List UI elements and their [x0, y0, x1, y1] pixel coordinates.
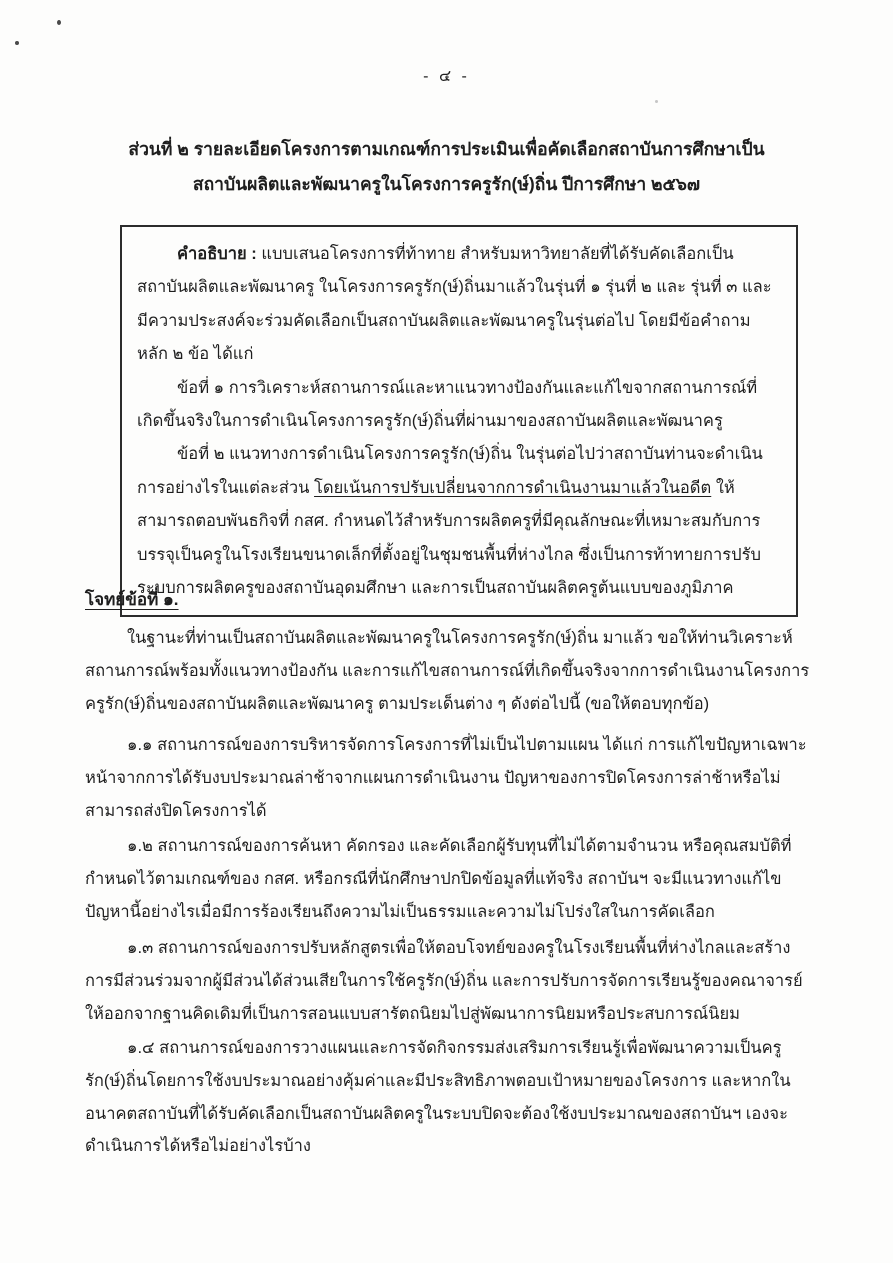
section-item-1-2: ๑.๒ สถานการณ์ของการค้นหา คัดกรอง และคัดเลือกผู้รับทุนที่ไม่ได้ตามจำนวน หรือคุณสมบัติที่กำหนดไว้ตามเกณฑ์ของ กสศ. หรือกรณีที่นักศึกษาปกปิดข้อมูลที่แท้จริง สถาบันฯ จะมีแนวทางแก้ไขปัญหานี้อย่างไรเมื่อมีการร้องเรียนถึงความไม่เป็นธรรมและความไม่โปร่งใสในการคัดเลือก [85, 837, 792, 921]
section-intro-paragraph: ในฐานะที่ท่านเป็นสถาบันผลิตและพัฒนาครูในโครงการครูรัก(ษ์)ถิ่น มาแล้ว ขอให้ท่านวิเคราะห์สถานการณ์พร้อมทั้งแนวทางป้องกัน และการแก้ไขสถานการณ์ที่เกิดขึ้นจริงจากการดำเนินงานโครงการครูรัก(ษ์)ถิ่นของสถาบันผลิตและพัฒนาครู ตามประเด็นต่าง ๆ ดังต่อไปนี้ (ขอให้ตอบทุกข้อ) [85, 629, 810, 713]
description-box-intro-paragraph [137, 238, 780, 372]
section-item-1-3: ๑.๓ สถานการณ์ของการปรับหลักสูตรเพื่อให้ตอบโจทย์ของครูในโรงเรียนพื้นที่ห่างไกลและสร้างการมีส่วนร่วมจากผู้มีส่วนได้ส่วนเสียในการใช้ครูรัก(ษ์)ถิ่น และการปรับการจัดการเรียนรู้ของคณาจารย์ให้ออกจากฐานคิดเดิมที่เป็นการสอนแบบสารัตถนิยมไปสู่พัฒนาการนิยมหรือประสบการณ์นิยม [85, 939, 803, 1023]
description-box-item-1: ข้อที่ ๑ การวิเคราะห์สถานการณ์และหาแนวทางป้องกันและแก้ไขจากสถานการณ์ที่เกิดขึ้นจริงในการดำเนินโครงการครูรัก(ษ์)ถิ่นที่ผ่านมาของสถาบันผลิตและพัฒนาครู [137, 378, 758, 431]
scan-speck [57, 20, 61, 25]
document-title-line-2: สถาบันผลิตและพัฒนาครูในโครงการครูรัก(ษ์)ถิ่น ปีการศึกษา ๒๕๖๗ [192, 174, 701, 194]
description-box-item-2 [137, 438, 780, 605]
description-box-item-2-prefix: ข้อที่ ๒ แนวทางการดำเนินโครงการครูรัก(ษ์)ถิ่น ในรุ่นต่อไปว่าสถาบันท่านจะดำเนินการอย่างไรในแต่ละส่วน [137, 445, 763, 497]
description-box-item-2-underlined-phrase: โดยเน้นการปรับเปลี่ยนจากการดำเนินงานมาแล้วในอดีต [314, 478, 712, 497]
description-box-label: คำอธิบาย : [177, 245, 257, 263]
section-item-1-1: ๑.๑ สถานการณ์ของการบริหารจัดการโครงการที่ไม่เป็นไปตามแผน ได้แก่ การแก้ไขปัญหาเฉพาะหน้าจากการได้รับงบประมาณล่าช้าจากแผนการดำเนินงาน ปัญหาของการปิดโครงการล่าช้าหรือไม่สามารถส่งปิดโครงการได้ [85, 736, 807, 820]
document-title-line-1: ส่วนที่ ๒ รายละเอียดโครงการตามเกณฑ์การประเมินเพื่อคัดเลือกสถาบันการศึกษาเป็น [128, 139, 765, 159]
document-title [0, 132, 893, 202]
description-box-intro-text: แบบเสนอโครงการที่ท้าทาย สำหรับมหาวิทยาลัยที่ได้รับคัดเลือกเป็นสถาบันผลิตและพัฒนาครู ในโครงการครูรัก(ษ์)ถิ่นมาแล้วในรุ่นที่ ๑ รุ่นที่ ๒ และ รุ่นที่ ๓ และมีความประสงค์จะร่วมคัดเลือกเป็นสถาบันผลิตและพัฒนาครูในรุ่นต่อไป โดยมีข้อคำถามหลัก ๒ ข้อ ได้แก่ [137, 245, 772, 364]
description-box-item-2-suffix: ให้สามารถตอบพันธกิจที่ กสศ. กำหนดไว้สำหรับการผลิตครูที่มีคุณลักษณะที่เหมาะสมกับการบรรจุเป็นครูในโรงเรียนขนาดเล็กที่ตั้งอยู่ในชุมชนพื้นที่ห่างไกล ซึ่งเป็นการท้าทายการปรับระบบการผลิตครูของสถาบันอุดมศึกษา และการเป็นสถาบันผลิตครูต้นแบบของภูมิภาค [137, 478, 761, 598]
description-box [120, 225, 798, 617]
page-number: - ๔ - [423, 68, 470, 85]
scan-speck [15, 41, 19, 45]
section-item-1-4: ๑.๔ สถานการณ์ของการวางแผนและการจัดกิจกรรมส่งเสริมการเรียนรู้เพื่อพัฒนาความเป็นครูรัก(ษ์)ถิ่นโดยการใช้งบประมาณอย่างคุ้มค่าและมีประสิทธิภาพตอบเป้าหมายของโครงการ และหากในอนาคตสถาบันที่ได้รับคัดเลือกเป็นสถาบันผลิตครูในระบบปิดจะต้องใช้งบประมาณของสถาบันฯ เองจะดำเนินการได้หรือไม่อย่างไรบ้าง [85, 1039, 791, 1156]
section-heading-question-1: โจทย์ข้อที่ ๑. [85, 590, 179, 609]
scan-speck [655, 100, 658, 103]
